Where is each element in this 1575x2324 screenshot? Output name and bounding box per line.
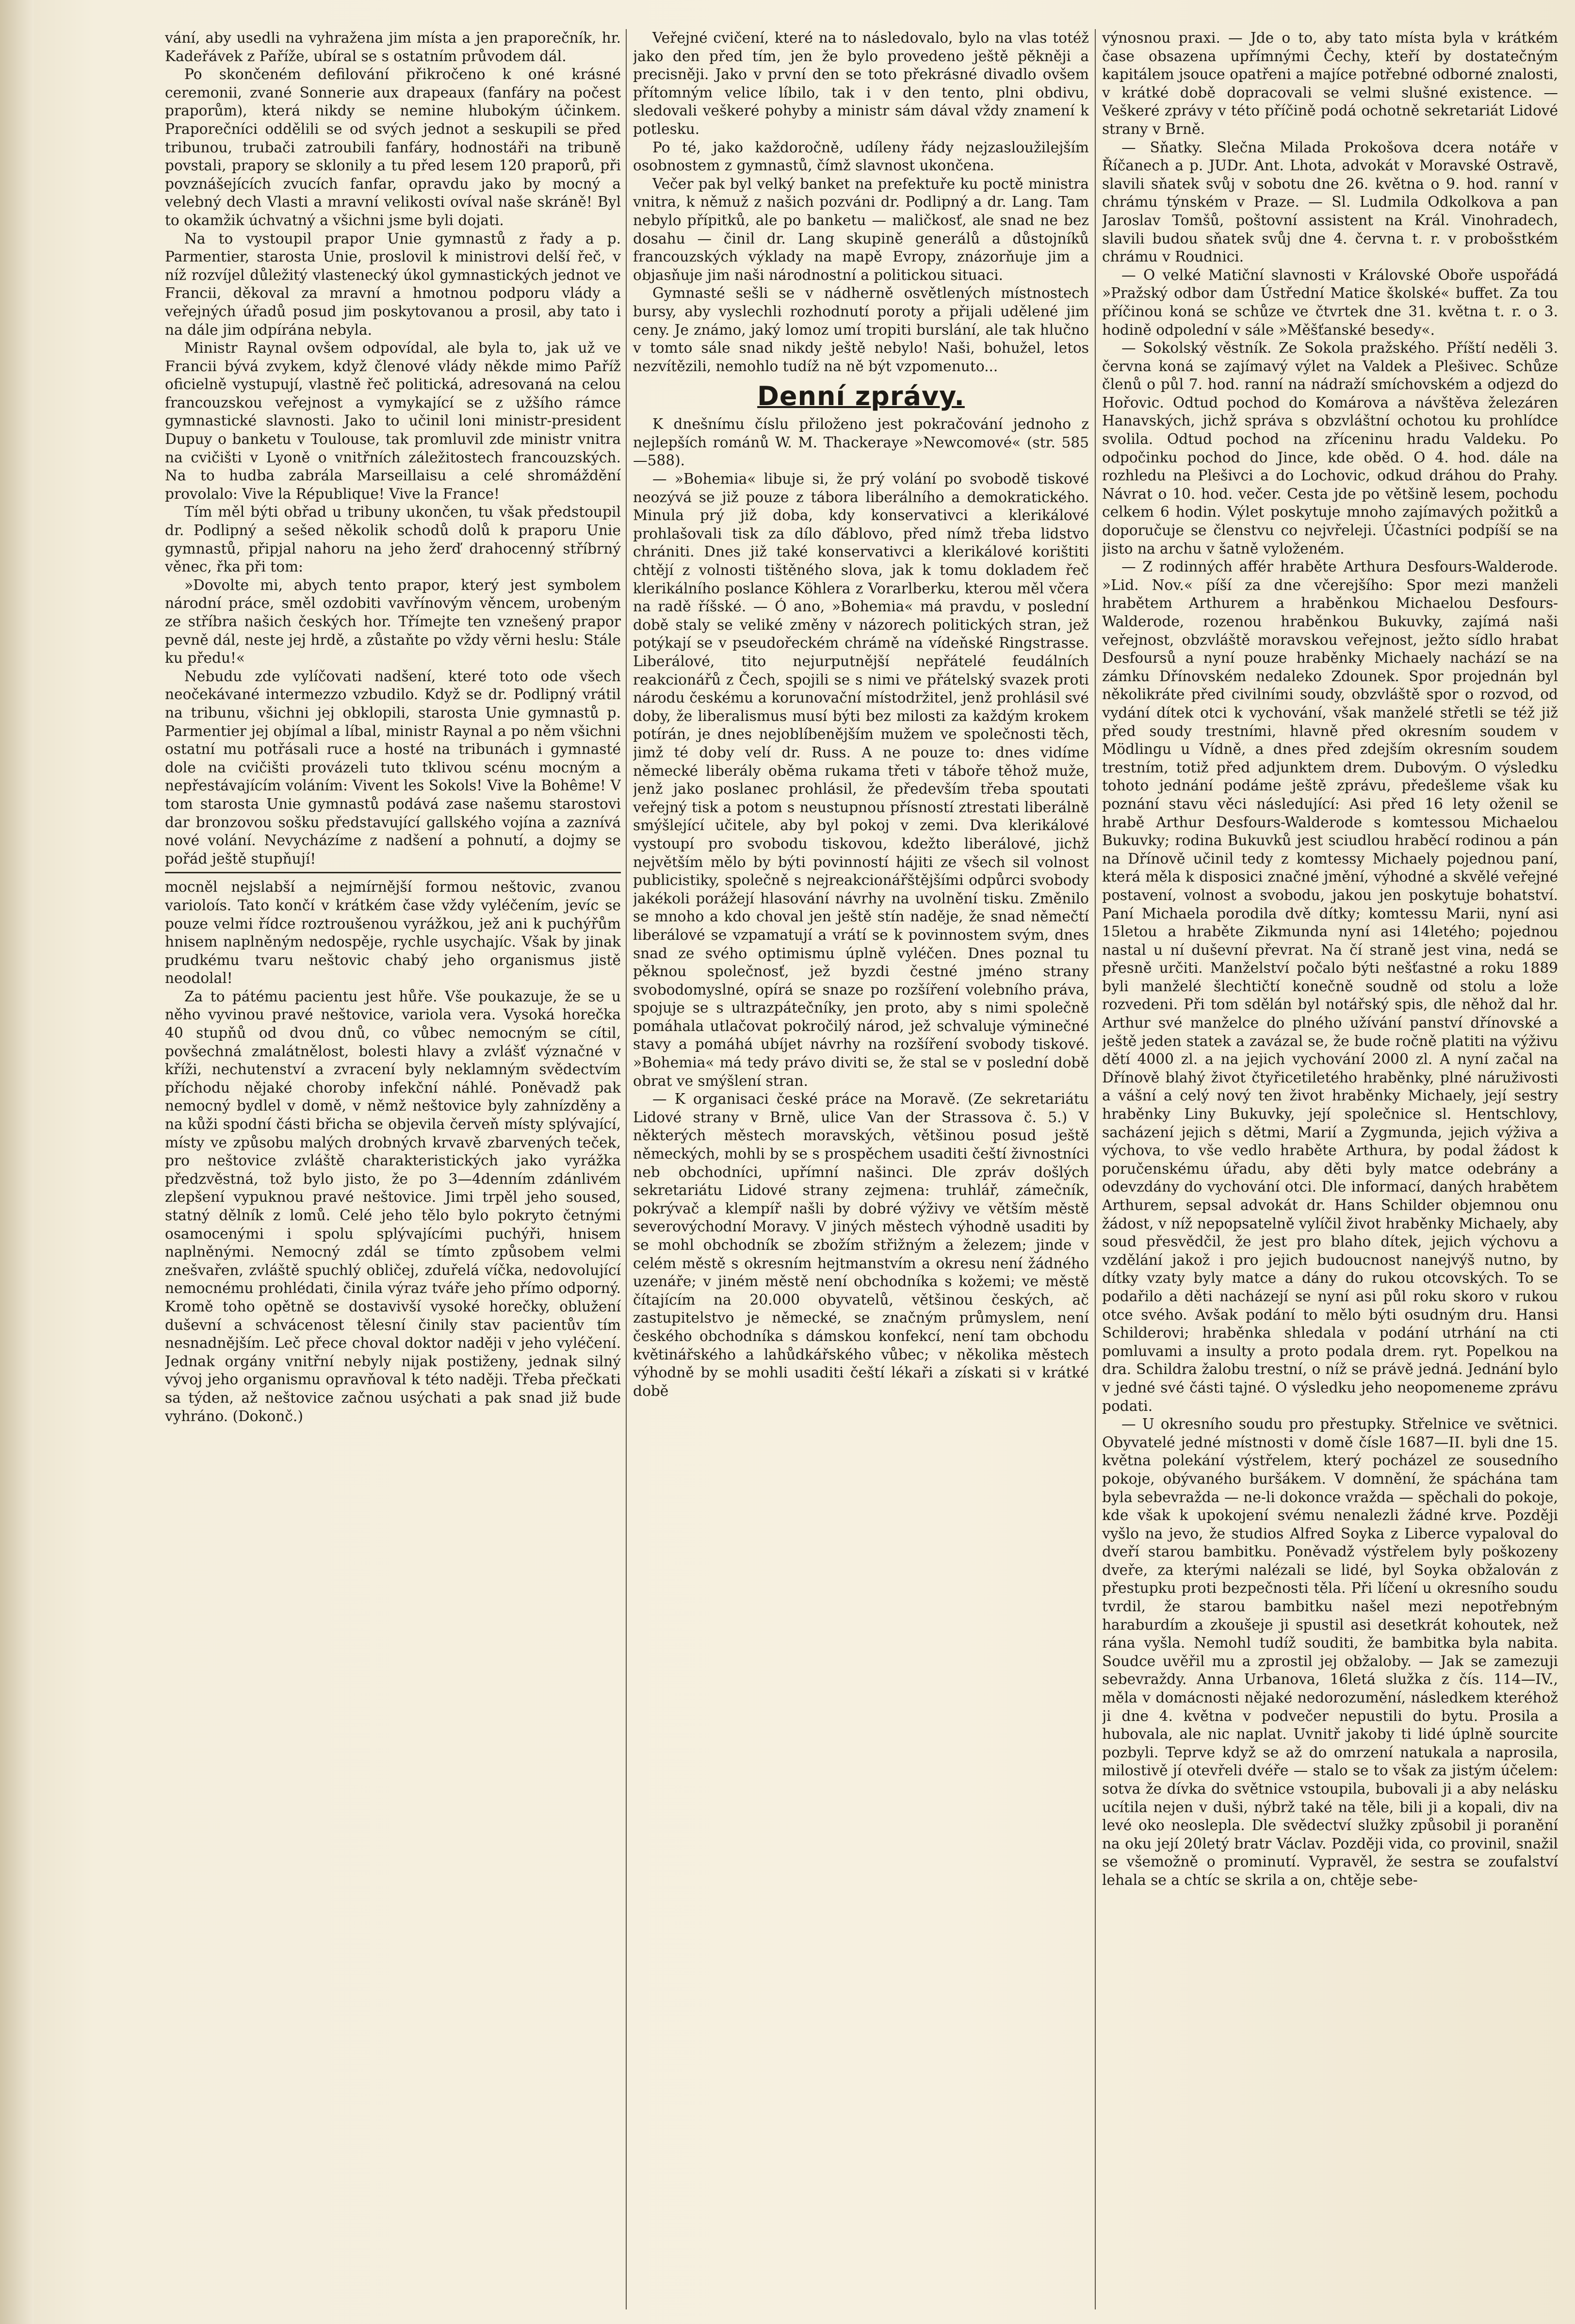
paragraph: Večer pak byl velký banket na prefektuře ku poctě ministra vnitra, k němuž z našich pozváni dr. Podlipný a dr. Lang. Tam nebylo přípitků, ale po banketu — maličkosť, ale snad ne bez dosahu — činil dr. Lang skupině generálů a důstojníků francouzských výklady na mapě Evropy, znázorňuje jim a objasňuje jim naši národnostní a politickou situaci. [633,175,1089,283]
section-heading: Denní zprávy. [757,381,965,412]
paragraph: Po té, jako každoročně, udíleny řády nejzasloužilejším osobnostem z gymnastů, čímž slavnost ukončena. [633,139,1089,174]
paragraph: — Z rodinných affér hraběte Arthura Desfours-Walderode. »Lid. Nov.« píší za dne včerejšího: Spor mezi manželi hrabětem Arthurem a hraběnkou Michaelou Desfours-Walderode, rozenou hraběnkou Bukuvky, zajímá naši veřejnost, obzvláště moravskou veřejnost, ježto sídlo hrabat Desfoursů a nyní pouze hraběnky Michaely nachází se na zámku Dřínovském nedaleko Zdounek. Spor projednán byl několikráte před civilními soudy, obzvláště spor o rozvod, od vydání dítek otci k vychování, však manželé střetli se též již před soudy trestními, hlavně před okresním soudem v Mödlingu u Vídně, a dnes před zdejším okresním soudem trestním, totiž před adjunktem drem. Dubovým. O výsledku tohoto jednání podáme ještě zprávu, předešleme však ku poznání stavu věci následující: Asi před 16 lety oženil se hrabě Arthur Desfours-Walderode s komtessou Michaelou Bukuvky; rodina Bukuvků jest sciudlou hraběcí rodinou a pán na Dřínově učinil tedy z komtessy Michaely pojednou paní, která měla k disposici značné jmění, výhodné a skvělé veřejné postavení, volnost a svobodu, jakou jen poskytuje bohatství. Paní Michaela porodila dvě dítky; komtessu Marii, nyní asi 15letou a hraběte Zikmunda nyní asi 14letého; pojednou nastal u ní duševní převrat. Na čí straně jest vina, nedá se přesně určiti. Manželství počalo býti nešťastné a roku 1889 byli manželé šlechtičtí konečně soudně od stolu a lože rozvedeni. Při tom sdělán byl notářský spis, dle něhož dal hr. Arthur své manželce do plného užívání panství dřínovské a ještě jeden statek a zavázal se, že bude ročně platiti na výživu dětí 4000 zl. a na jejich vychování 2000 zl. A nyní začal na Dřínově blahý život čtyřicetiletého hraběnky, plné náruživosti a vášní a celý nový ten život hraběnky Michaely, její sestry hraběnky Liny Bukuvky, její společnice sl. Hentschlovy, sacházení jejich s dětmi, Marií a Zygmunda, jejich výživa a výchova, to vše vedlo hraběte Arthura, by podal žádost k poručenskému úřadu, aby děti byly matce odebrány a odevzdány do vychování otci. Dle informací, daných hrabětem Arthurem, sepsal advokát dr. Hans Schilder objemnou onu žádost, v níž nepopsatelně vylíčil život hraběnky Michaely, aby soud přesvědčil, že jest pro blaho dítek, jejich výchovu a vzdělání jakož i pro jejich budoucnost nanejvýš nutno, by dítky vzaty byly matce a dány do rukou otcovských. To se podařilo a děti nacházejí se nyní asi půl roku skoro v rukou otce svého. Avšak podání to mělo býti osudným dru. Hansi Schilderovi; hraběnka shledala v podání utrhání na cti pomluvami a insulty a proto podala drem. ryt. Popelkou na dra. Schildra žalobu trestní, o níž se právě jedná. Jednání bylo v jedné své části tajné. O výsledku jeho neopomeneme zprávu podati. [1102,558,1558,1414]
paragraph: Tím měl býti obřad u tribuny ukončen, tu však předstoupil dr. Podlipný a sešed několik schodů dolů k praporu Unie gymnastů, připjal nahoru na jeho žerď drahocenný stříbrný věnec, řka při tom: [165,504,621,575]
paragraph: výnosnou praxi. — Jde o to, aby tato místa byla v krátkém čase obsazena upřímnými Čechy, kteří by dostatečným kapitálem jsouce opatřeni a majíce potřebné odborné znalosti, v krátké době dopracovali se velmi slušné existence. — Veškeré zprávy v této příčině podá ochotně sekretariát Lidové strany v Brně. [1102,30,1558,137]
paragraph: Ministr Raynal ovšem odpovídal, ale byla to, jak už ve Francii bývá zvykem, když členové vlády někde mimo Paříž oficielně vystupují, vlastně řeč politická, adresovaná na celou francouzskou veřejnost a vymykající se z užšího rámce gymnastické slavnosti. Jako to učinil loni ministr-president Dupuy o banketu v Toulouse, tak promluvil zde ministr vnitra na cvičišti v Lyoně o vnitřních záležitostech francouzských. Na to hudba zabrála Marseillaisu a celé shromáždění provolalo: Vive la République! Vive la France! [165,340,621,502]
column-1 [165,29,621,2309]
paragraph: mocněl nejslabší a nejmírnější formou neštovic, zvanou varioloís. Tato končí v krátkém čase vždy vyléčením, jevíc se pouze velmi řídce roztroušenou vyrážkou, jež ani k puchýřům hnisem naplněným nedospěje, rychle usychajíc. Však by jinak prudkému tvaru neštovic chabý jeho organismus jistě neodolal! [165,879,621,987]
paragraph: — Sokolský věstník. Ze Sokola pražského. Příští neděli 3. června koná se zajímavý výlet na Valdek a Plešivec. Schůze členů o půl 7. hod. ranní na nádraží smíchovském a odjezd do Hořovic. Odtud pochod do Komárova a návštěva železáren Hanavských, jichž správa s obzvláštní ochotou ku prohlídce svolila. Odtud pochod na zříceninu hradu Valdeku. Po odpočinku pochod do Jince, kde oběd. O 4. hod. dále na rozhledu na Plešivci a do Lochovic, odkud dráhou do Prahy. Návrat o 10. hod. večer. Cesta jde po většině lesem, pochodu celkem 6 hodin. Výlet poskytuje mnoho zajímavých požitků a doporučuje se členstvu co nejvřeleji. Účastníci podpíší se na jisto na archu v šatně vyloženém. [1102,340,1558,557]
column-rule [1095,29,1096,2309]
paragraph: vání, aby usedli na vyhražena jim místa a jen praporečník, hr. Kadeřávek z Paříže, ubíral se s ostatním průvodem dál. [165,30,621,65]
paragraph: Nebudu zde vylíčovati nadšení, které toto ode všech neočekávané intermezzo vzbudilo. Když se dr. Podlipný vrátil na tribunu, všichni jej obklopili, starosta Unie gymnastů p. Parmentier jej objímal a líbal, ministr Raynal a po něm všichni ostatní mu potřásali ruce a hosté na tribunách i gymnasté dole na cvičišti provázeli tuto tklivou scénu mocným a nepřestávajícím voláním: Vivent les Sokols! Vive la Bohême! V tom starosta Unie gymnastů podává zase našemu starostovi dar bronzovou sošku představující gallského vojína a zaznívá nové volání. Nevycházíme z nadšení a pohnutí, a dojmy se pořád ještě stupňují! [165,668,621,867]
paragraph: Veřejné cvičení, které na to následovalo, bylo na vlas totéž jako den před tím, jen že bylo provedeno ještě pěkněji a precisněji. Jako v první den se toto překrásné divadlo ovšem přítomným velice líbilo, tak i v den tento, plni obdivu, sledovali veškeré pohyby a ministr sám dával vždy znamení k potlesku. [633,30,1089,137]
column-3 [1102,29,1558,2309]
binding-edge [0,0,34,2324]
paragraph: — Sňatky. Slečna Milada Prokošova dcera notáře v Říčanech a p. JUDr. Ant. Lhota, advokát v Moravské Ostravě, slavili sňatek svůj v sobotu dne 26. května o 9. hod. ranní v chrámu týnském v Praze. — Sl. Ludmila Odkolkova a pan Jaroslav Tomšů, poštovní assistent na Král. Vinohradech, slavili budou sňatek svůj dne 4. června t. r. v probošstkém chrámu v Roudnici. [1102,139,1558,265]
paragraph: — U okresního soudu pro přestupky. Střelnice ve světnici. Obyvatelé jedné místnosti v domě čísle 1687—II. byli dne 15. května polekání výstřelem, který pocházel ze sousedního pokoje, obývaného buršákem. V domnění, že spáchána tam byla sebevražda — ne-li dokonce vražda — spěchali do pokoje, kde však k upokojení svému nenalezli žádné krve. Později vyšlo na jevo, že studios Alfred Soyka z Liberce vypaloval do dveří starou bambitku. Poněvadž výstřelem byly poškozeny dveře, za kterými nalézali se lidé, byl Soyka obžalován z přestupku proti bezpečnosti těla. Při líčení u okresního soudu tvrdil, že starou bambitku našel mezi nepotřebným haraburdím a zkoušeje ji spustil asi desetkrát kohoutek, než rána vyšla. Nemohl tudíž souditi, že bambitka byla nabita. Soudce uvěřil mu a zprostil jej obžaloby. — Jak se zamezuji sebevraždy. Anna Urbanova, 16letá služka z čís. 114—IV., měla v domácnosti nějaké nedorozumění, následkem kteréhož ji dne 4. května v podvečer nepustili do bytu. Prosila a hubovala, ale nic naplat. Uvnitř jakoby ti lidé úplně sourcite pozbyli. Teprve když se až do omrzení natukala a naprosila, milostivě jí otevřeli dvéře — stalo se to však za jistým účelem: sotva že dívka do světnice vstoupila, bubovali ji a aby nelásku ucítila nejen v duši, nýbrž také na těle, bili ji a kopali, div na levé oko neoslepla. Dle svědectví služky způsobil ji poranění na oku její 20letý bratr Václav. Později vida, co provinil, snažil se všemožně o prominutí. Vypravěl, že sestra se zoufalství lehala se a chtíc se skrila a on, chtěje sebe- [1102,1416,1558,1888]
column-2 [633,29,1089,2309]
paragraph: — K organisaci české práce na Moravě. (Ze sekretariátu Lidové strany v Brně, ulice Van der Strassova č. 5.) V některých městech moravských, většinou posud ještě německých, mohli by se s prospěchem usaditi čeští živnostníci neb obchodníci, upřímní našinci. Dle zpráv došlých sekretariátu Lidové strany zejmena: truhlář, zámečník, pokrývač a klempíř našli by dobré výživy ve větším městě severovýchodní Moravy. V jiných městech výhodně usaditi by se mohl obchodník se zbožím střižným a železem; jinde v celém městě s okresním hejtmanstvím a okresu není žádného uzenáře; v jiném městě není obchodníka s kožemi; ve městě čítajícím na 20.000 obyvatelů, většinou českých, ač zastupitelstvo je německé, se značným průmyslem, není českého obchodníka s dámskou konfekcí, není tam obchodu květinářského a lahůdkářského vůbec; v několika městech výhodně by se mohli usaditi čeští lékaři a získati si v krátké době [633,1091,1089,1399]
paragraph: Za to pátému pacientu jest hůře. Vše poukazuje, že se u něho vyvinou pravé neštovice, variola vera. Vysoká horečka 40 stupňů od dvou dnů, co vůbec nemocným se cítil, povšechná zmalátnělost, bolesti hlavy a zvlášť význačné v kříži, nechutenství a zvracení byly neklamným svědectvím příchodu nějaké choroby infekční náhlé. Poněvadž pak nemocný bydlel v domě, v němž neštovice byly zahnízděny a na kůži spodní části břicha se objevila červeň místy splývající, místy ve způsobu malých drobných krvavě zbarvených teček, pro neštovice zvláště charakteristických jako vyrážka předzvěstná, tož bylo jisto, že po 3—4denním zdánlivém zlepšení vypuknou pravé neštovice. Jimi trpěl jeho soused, statný dělník z lomů. Celé jeho tělo bylo pokryto četnými osamocenými i spolu splývajícími puchýři, hnisem naplněnými. Nemocný zdál se tímto způsobem velmi znešvařen, zvláště spuchlý obličej, zduřelá víčka, nedovolující nemocnému prohlédati, činila výraz tváře jeho přímo odporný. Kromě toho opětně se dostavivší vysoké horečky, oblužení duševní a schvácenost tělesní činily stav pacientův tím nesnadnějším. Leč přece choval doktor naději v jeho vyléčení. Jednak orgány vnitřní nebyly nijak postiženy, jednak silný vývoj jeho organismu opravňoval k této naději. Třeba přečkati sa týden, až neštovice začnou usýchati a pak snad již bude vyhráno. (Dokonč.) [165,988,621,1424]
paragraph: — »Bohemia« libuje si, že prý volání po svobodě tiskové neozývá se již pouze z tábora liberálního a demokratického. Minula prý již doba, kdy konservativci a klerikálové prohlašovali tisk za dílo ďáblovo, před nímž třeba lidstvo chrániti. Dnes již také konservativci a klerikálové korištiti chtějí z volnosti tištěného slova, jak k tomu dokladem řeč klerikálního poslance Köhlera z Vorarlberku, kterou měl včera na radě říšské. — Ó ano, »Bohemia« má pravdu, v poslední době staly se veliké změny v názorech politických stran, jež potýkají se v pseudořeckém chrámě na vídeňské Ringstrasse. Liberálové, tito nejurputnější nepřátelé feudálních reakcionářů z Čech, spojili se s nimi ve přátelský svazek proti národu českému a korunovační místodržitel, jenž prohlásil své doby, že liberalismus musí býti bez milosti za každým krokem potírán, je dnes nejoblíbenějším mužem ve společnosti těch, jimž té doby velí dr. Russ. A ne pouze to: dnes vidíme německé liberály oběma rukama třeti v táboře těhož muže, jenž jako poslanec prohlásil, že především třeba spoutati veřejný tisk a potom s neustupnou přísností ztrestati liberálně smýšlející učitele, aby byl pokoj v zemi. Dva klerikálové vystoupí pro svobodu tiskovou, kdežto liberálové, jichž největším mělo by býti povinností hájiti ze všech sil volnost publicistiky, společně s nejreakcionářštějšími odpůrci svobody jakékoli porážejí hlasování návrhy na uvolnění tisku. Změnilo se mnoho a kdo choval jen ještě stín naděje, že snad němečtí liberálové se vzpamatují a vrátí se k povinnostem svým, dnes snad ze svého optimismu úplně vyléčen. Dnes poznal tu pěknou společnosť, jež byzdi čestné jméno strany svobodomyslné, opírá se snaze po rozšíření volebního práva, spojuje se s ultrazpátečníky, jen proto, aby s nimi společně pomáhala utlačovat pokročilý národ, jež schvaluje výminečné stavy a pomáhá ubíjet návrhy na rozšíření svobody tiskové. »Bohemia« má tedy právo diviti se, že stal se v poslední době obrat ve smýšlení stran. [633,471,1089,1089]
paragraph: Gymnasté sešli se v nádherně osvětlených místnostech bursy, aby vyslechli rozhodnutí poroty a přijali udělené jim ceny. Je známo, jaký lomoz umí tropiti burslání, ale tak hlučno v tomto sále snad nikdy ještě nebylo! Naši, bohužel, letos nezvítězili, nemohlo tudíž na ně být vzpomenuto... [633,285,1089,375]
paragraph: — O velké Matiční slavnosti v Královské Oboře uspořádá »Pražský odbor dam Ústřední Matice školské« buffet. Za tou příčinou koná se schůze ve čtvrtek dne 31. května t. r. o 3. hodině odpolední v sále »Měšťanské besedy«. [1102,266,1558,338]
column-rule [626,29,627,2309]
paragraph: Na to vystoupil prapor Unie gymnastů z řady a p. Parmentier, starosta Unie, proslovil k ministrovi delší řeč, v níž rozvíjel důležitý vlastenecký úkol gymnastických jednot ve Francii, děkoval za mravní a hmotnou podporu vlády a veřejných úřadů posud jim poskytovanou a prosil, aby tato i na dále jim odpírána nebyla. [165,230,621,338]
paragraph: Po skončeném defilování přikročeno k oné krásné ceremonii, zvané Sonnerie aux drapeaux (fanfáry na počest praporům), která nikdy se nemine hlubokým účinkem. Praporečníci oddělili se od svých jednot a seskupili se před tribunou, trubači zatroubili fanfáry, hodnostáři na tribuně povstali, prapory se sklonily a tu před lesem 120 praporů, při povznášejících zvucích fanfar, opravdu jako by mocný a velebný dech Vlasti a mravní velikosti ovíval naše skráně! Byl to okamžik úchvatný a všichni jsme byli dojati. [165,66,621,229]
paragraph: K dnešnímu číslu přiloženo jest pokračování jednoho z nejlepších románů W. M. Thackeraye »Newcomové« (str. 585—588). [633,416,1089,469]
paragraph: »Dovolte mi, abych tento prapor, který jest symbolem národní práce, směl ozdobiti vavřínovým věncem, urobeným ze stříbra našich českých hor. Třímejte ten vznešený prapor pevně dál, neste jej hrdě, a zůstaňte po vždy věrni heslu: Stále ku předu!« [165,576,621,667]
section-divider [165,872,621,873]
